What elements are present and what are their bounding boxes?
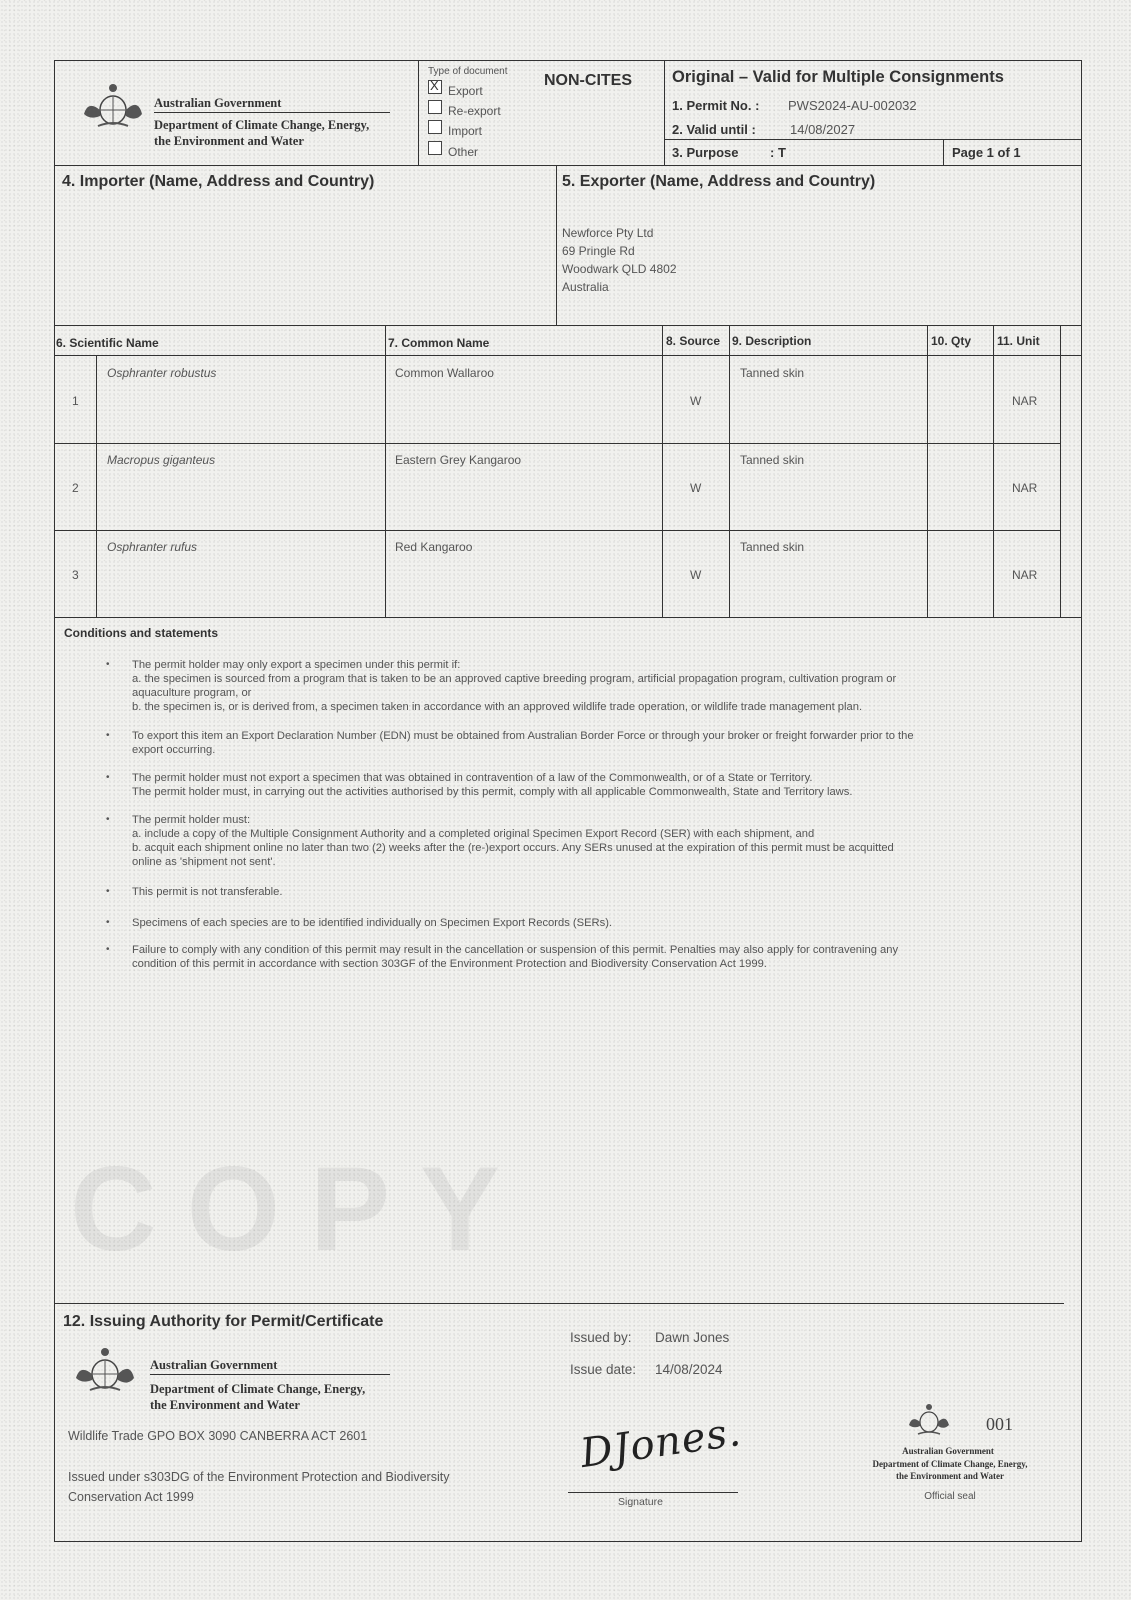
condition-line: b. the specimen is, or is derived from, a specimen taken in accordance with an approved wildlife trade operation, or wildlife trade management plan. <box>132 701 863 713</box>
header-scientific-name: 6. Scientific Name <box>56 336 159 350</box>
issuing-dept-line-1: Department of Climate Change, Energy, <box>150 1382 366 1396</box>
condition-line: The permit holder must, in carrying out the activities authorised by this permit, comply with all applicable Commonwealth, State and Territory laws. <box>132 786 853 798</box>
watermark-text: COPY <box>70 1142 531 1276</box>
bullet-icon: • <box>106 659 110 670</box>
seal-dept-line-2: the Environment and Water <box>896 1471 1004 1481</box>
condition-line: a. include a copy of the Multiple Consignment Authority and a completed original Specimen Export Record (SER) with each shipment, and <box>132 828 815 840</box>
row-1-number: 1 <box>72 394 79 408</box>
issuing-label: 12. Issuing Authority for Permit/Certificate <box>63 1313 384 1330</box>
row-divider-2 <box>54 530 1060 531</box>
condition-line: a. the specimen is sourced from a program that is taken to be an approved captive breeding program, artificial propagation program, cultivation program or <box>132 673 897 685</box>
header-bottom-line <box>54 165 1082 166</box>
checkbox-re-export[interactable] <box>428 100 442 114</box>
purpose-top-line <box>664 139 1082 140</box>
condition-line: The permit holder must not export a specimen that was obtained in contravention of a law of the Commonwealth, or of a State or Territory. <box>132 772 813 784</box>
col-divider-common <box>385 325 386 617</box>
bullet-icon: • <box>106 944 110 955</box>
header-divider-1 <box>418 61 419 165</box>
checkbox-mark: X <box>430 78 439 93</box>
condition-line: Failure to comply with any condition of this permit may result in the cancellation or suspension of this permit. Penalties may also apply for contravening any <box>132 944 899 956</box>
cites-status: NON-CITES <box>544 72 632 89</box>
row-1-description: Tanned skin <box>740 366 805 380</box>
row-3-scientific: Osphranter rufus <box>107 540 198 554</box>
signature-line <box>568 1492 738 1493</box>
conditions-title: Conditions and statements <box>64 626 219 640</box>
col-divider-source <box>662 325 663 617</box>
checkbox-import[interactable] <box>428 120 442 134</box>
header-description: 9. Description <box>732 334 812 348</box>
gov-name: Australian Government <box>154 96 282 110</box>
col-divider-qty <box>927 325 928 617</box>
issuing-address: Wildlife Trade GPO BOX 3090 CANBERRA ACT 2601 <box>68 1429 368 1443</box>
condition-line: b. acquit each shipment online no later than two (2) weeks after the (re-)export occurs. Any SERs unused at the expiration of this permit must be acquitted <box>132 842 894 854</box>
issued-by-label: Issued by: <box>570 1330 632 1345</box>
condition-item <box>106 729 1057 757</box>
condition-line: Specimens of each species are to be identified individually on Specimen Export Records (SERs). <box>132 917 613 929</box>
bullet-icon: • <box>106 772 110 783</box>
issuing-top-line <box>54 1303 1064 1304</box>
valid-until-value: 14/08/2027 <box>790 122 856 137</box>
bullet-icon: • <box>106 917 110 928</box>
doc-type-export-label: Export <box>448 84 483 98</box>
valid-until-label: 2. Valid until : <box>672 122 756 137</box>
header-source: 8. Source <box>666 334 721 348</box>
issuing-dept-line-2: the Environment and Water <box>150 1398 300 1412</box>
issuing-gov-name: Australian Government <box>150 1358 278 1372</box>
table-bottom-line <box>54 617 1082 618</box>
doc-type-import-label: Import <box>448 124 483 138</box>
checkbox-other[interactable] <box>428 141 442 155</box>
header-divider-2 <box>664 61 665 165</box>
signature-label: Signature <box>618 1496 663 1508</box>
condition-item <box>106 885 1057 899</box>
row-divider-1 <box>54 443 1060 444</box>
condition-item <box>106 916 1057 930</box>
permit-title: Original – Valid for Multiple Consignments <box>672 68 1004 86</box>
issue-date-value: 14/08/2024 <box>655 1362 723 1377</box>
coat-of-arms-icon <box>78 80 148 130</box>
condition-item <box>106 943 1057 971</box>
condition-item <box>106 658 1057 714</box>
exporter-address-line: Australia <box>562 280 609 294</box>
condition-item <box>106 771 1057 799</box>
exporter-address <box>562 224 677 296</box>
row-3-number: 3 <box>72 568 79 582</box>
permit-no-value: PWS2024-AU-002032 <box>788 98 917 113</box>
col-divider-unit <box>993 325 994 617</box>
header-common-name: 7. Common Name <box>388 336 490 350</box>
doc-type-other-label: Other <box>448 145 479 159</box>
row-1-scientific: Osphranter robustus <box>107 366 217 380</box>
condition-line: export occurring. <box>132 744 216 756</box>
signature: DJones. <box>577 1408 745 1478</box>
col-divider-num <box>96 355 97 617</box>
purpose-value: : T <box>770 145 786 160</box>
dept-line-1: Department of Climate Change, Energy, <box>154 118 370 132</box>
exporter-address-line: 69 Pringle Rd <box>562 244 635 258</box>
checkbox-export[interactable] <box>428 80 442 94</box>
seal-dept-line-1: Department of Climate Change, Energy, <box>872 1459 1028 1469</box>
gov-divider <box>154 112 390 113</box>
row-3-common: Red Kangaroo <box>395 540 473 554</box>
importer-label: 4. Importer (Name, Address and Country) <box>62 173 375 190</box>
coat-of-arms-icon <box>70 1344 140 1394</box>
row-1-common: Common Wallaroo <box>395 366 494 380</box>
col-divider-description <box>729 325 730 617</box>
purpose-label: 3. Purpose <box>672 145 739 160</box>
issued-by-value: Dawn Jones <box>655 1330 730 1345</box>
exporter-label: 5. Exporter (Name, Address and Country) <box>562 173 876 190</box>
dept-line-2: the Environment and Water <box>154 134 304 148</box>
row-2-unit: NAR <box>1012 481 1038 495</box>
doc-type-re-export-label: Re-export <box>448 104 501 118</box>
header-qty: 10. Qty <box>931 334 972 348</box>
row-3-description: Tanned skin <box>740 540 805 554</box>
header-unit: 11. Unit <box>997 334 1040 348</box>
page-indicator: Page 1 of 1 <box>952 145 1021 160</box>
row-2-source: W <box>690 481 702 495</box>
condition-line: online as 'shipment not sent'. <box>132 856 276 868</box>
condition-line: condition of this permit in accordance with section 303GF of the Environment Protection and Biodiversity Conservation Act 1999. <box>132 958 767 970</box>
importer-exporter-divider <box>556 165 557 325</box>
condition-line: This permit is not transferable. <box>132 886 283 898</box>
bullet-icon: • <box>106 730 110 741</box>
seal-label: Official seal <box>924 1491 976 1502</box>
issued-under-line-2: Conservation Act 1999 <box>68 1490 194 1504</box>
issuing-gov-divider <box>150 1374 390 1375</box>
page-divider <box>943 139 944 165</box>
row-2-number: 2 <box>72 481 79 495</box>
seal-number: 001 <box>986 1414 1013 1434</box>
row-2-common: Eastern Grey Kangaroo <box>395 453 522 467</box>
row-2-scientific: Macropus giganteus <box>107 453 216 467</box>
seal-coat-of-arms-icon <box>906 1402 952 1438</box>
issued-under-line-1: Issued under s303DG of the Environment Protection and Biodiversity <box>68 1470 450 1484</box>
row-3-unit: NAR <box>1012 568 1038 582</box>
seal-gov-name: Australian Government <box>902 1446 994 1456</box>
condition-line: The permit holder must: <box>132 814 251 826</box>
exporter-address-line: Woodwark QLD 4802 <box>562 262 677 276</box>
condition-line: aquaculture program, or <box>132 687 252 699</box>
bullet-icon: • <box>106 814 110 825</box>
doc-type-label: Type of document <box>428 66 508 77</box>
condition-item <box>106 813 1057 869</box>
issue-date-label: Issue date: <box>570 1362 637 1377</box>
row-1-source: W <box>690 394 702 408</box>
bullet-icon: • <box>106 886 110 897</box>
col-divider-right <box>1060 325 1061 617</box>
condition-line: To export this item an Export Declaration Number (EDN) must be obtained from Australian Border Force or through your broker or freight forwarder prior to the <box>132 730 914 742</box>
permit-no-label: 1. Permit No. : <box>672 98 760 113</box>
exporter-address-line: Newforce Pty Ltd <box>562 226 654 240</box>
row-2-description: Tanned skin <box>740 453 805 467</box>
row-3-source: W <box>690 568 702 582</box>
row-1-unit: NAR <box>1012 394 1038 408</box>
condition-line: The permit holder may only export a specimen under this permit if: <box>132 659 461 671</box>
